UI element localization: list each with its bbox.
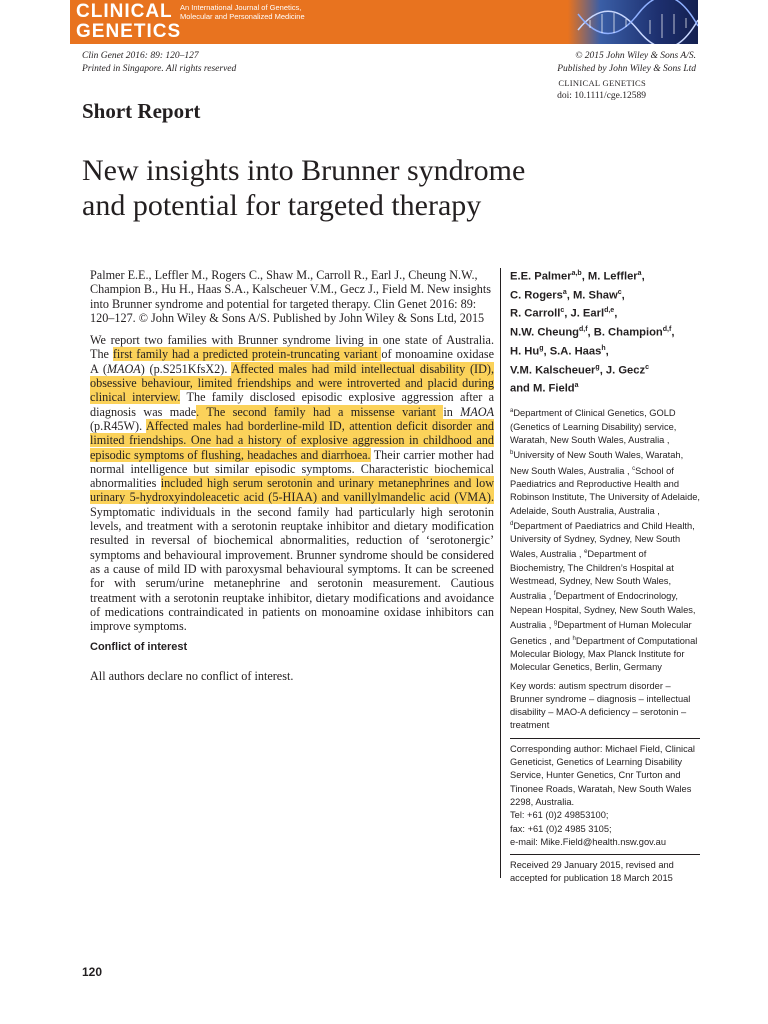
- author-name: V.M. Kalscheuer: [510, 364, 596, 377]
- abstract-text: (p.R45W).: [90, 418, 146, 433]
- author-affiliation-mark: a: [637, 270, 642, 277]
- author-name: H. Hu: [510, 345, 540, 358]
- author-affiliation-mark: c: [645, 363, 649, 371]
- author-separator: ,: [614, 308, 618, 321]
- author-name: M. Leffler: [587, 270, 638, 283]
- received-dates: Received 29 January 2015, revised and accepted for publication 18 March 2015: [510, 860, 674, 884]
- author-separator: ,: [543, 345, 550, 358]
- correspondence-fax: fax: +61 (0)2 4985 3105;: [510, 823, 612, 834]
- correspondence-email[interactable]: e-mail: Mike.Field@health.nsw.gov.au: [510, 836, 667, 847]
- abstract-highlight: . The second family had a missense variant: [196, 404, 444, 419]
- affiliation-mark: d: [510, 520, 514, 527]
- author-affiliation-mark: a: [562, 288, 567, 296]
- author-separator: ,: [599, 364, 606, 377]
- article-title: [82, 153, 642, 223]
- journal-tagline: An International Journal of Genetics, Molecular and Personalized Medicine: [180, 3, 305, 21]
- affiliation-text: Department of Human Molecular Genetics , and: [510, 620, 692, 646]
- author-name: C. Rogers: [510, 289, 563, 302]
- author-affiliation-mark: d,e: [604, 307, 615, 315]
- author-name: N.W. Cheung: [510, 326, 579, 339]
- affiliation-text: Department of Endocrinology, Nepean Hospital, Sydney, New South Wales, Australia ,: [510, 591, 696, 631]
- affiliation-mark: c: [632, 465, 636, 472]
- affiliation-text: Department of Clinical Genetics, GOLD (Genetics of Learning Disability) service, Waratah, New South Wales, Australia ,: [510, 408, 677, 445]
- title-line-2: and potential for targeted therapy: [82, 189, 482, 222]
- journal-volume: Clin Genet 2016: 89: 120–127: [82, 51, 199, 61]
- abstract-text: of monoamine oxidase A (: [90, 347, 495, 376]
- correspondence-lead: Corresponding author: Michael Field, Clinical Geneticist, Genetics of Learning Disability Service, Hunter Genetics, Cnr Turton and Tinonee Roads, Waratah, New South Wales 2298, Australia.: [510, 743, 695, 807]
- author-separator: ,: [566, 289, 573, 302]
- abstract-text: ) (p.S251KfsX2).: [140, 361, 232, 376]
- separator-rule: [510, 738, 700, 739]
- column-divider: [500, 268, 501, 878]
- author-name: S.A. Haas: [549, 345, 602, 358]
- author-separator: ,: [564, 308, 571, 321]
- author-affiliation-mark: g: [539, 344, 544, 352]
- author-affiliation-mark: a: [574, 382, 579, 390]
- author-name: B. Champion: [593, 326, 663, 339]
- print-notice: Printed in Singapore. All rights reserved: [82, 64, 237, 74]
- side-column: [510, 266, 700, 891]
- affiliation-mark: b: [510, 450, 514, 457]
- abstract-text: We report two families with Brunner syndrome living in one state of Australia. The: [90, 333, 494, 362]
- affiliation-mark: e: [584, 549, 588, 556]
- author-separator: ,: [671, 326, 675, 339]
- conflict-text: All authors declare no conflict of interest.: [90, 668, 294, 683]
- author-name: J. Earl: [570, 308, 605, 321]
- author-affiliation-mark: d,f: [662, 326, 672, 334]
- author-separator: ,: [587, 326, 594, 339]
- abstract-text: The family disclosed episodic explosive aggression after a diagnosis was made: [90, 390, 494, 419]
- citation-meta: [82, 50, 236, 76]
- author-separator: ,: [641, 270, 645, 283]
- author-separator: ,: [605, 345, 609, 358]
- article-type: Short Report: [82, 99, 201, 123]
- citation-paragraph: Palmer E.E., Leffler M., Rogers C., Shaw M., Carroll R., Earl J., Cheung N.W., Champion B., Hu H., Haas S.A., Kalscheuer V.M., Gecz J., Field M. New insights into Brunner syndrome and potential for targeted therapy. Clin Genet 2016: 89: 120–127. © John Wiley & Sons A/S. Published by John Wiley & Sons Ltd, 2015: [90, 268, 492, 325]
- author-name: R. Carroll: [510, 308, 561, 321]
- publisher-meta: [557, 50, 696, 103]
- journal-logo-line1: CLINICAL: [76, 1, 173, 22]
- author-separator: ,: [621, 289, 625, 302]
- doi: doi: 10.1111/cge.12589: [557, 91, 646, 101]
- gene-name: MAOA: [106, 361, 141, 376]
- affiliation-text: School of Paediatrics and Reproductive Health and Robinson Institute, The University of Adelaide, Adelaide, South Australia, Australia ,: [510, 465, 701, 516]
- abstract-highlight: included high serum serotonin and urinary metanephrines and low urinary 5-hydroxyindoleacetic acid (5-HIAA) and vanillylmandelic acid (VMA).: [90, 476, 494, 505]
- abstract-text: in: [443, 404, 461, 419]
- gene-name: MAOA: [460, 404, 495, 419]
- author-affiliation-mark: h: [601, 344, 606, 352]
- affiliation-text: Department of Biochemistry, The Children’s Hospital at Westmead, Sydney, New South Wales, Australia ,: [510, 549, 674, 602]
- affiliation-mark: a: [510, 408, 514, 415]
- abstract: [90, 333, 494, 633]
- title-line-1: New insights into Brunner syndrome: [82, 154, 526, 187]
- correspondence: [510, 743, 700, 849]
- author-name: J. Gecz: [605, 364, 646, 377]
- affiliation-mark: g: [553, 620, 558, 627]
- conflict-heading: Conflict of interest: [90, 641, 188, 654]
- abstract-text: Symptomatic individuals in the second family had particularly high serotonin levels, and treatment with a serotonin reuptake inhibitor and dietary modification resulted in reversal of biochemical abnormalities, reduction of ‘serotonergic’ symptoms and behavioural improvement. Brunner syndrome should be considered as a cause of mild ID with paroxysmal behavioural symptoms. It can be screened for with serum/urine metanephrine and serotonin measurement. Cautious treatment with a serotonin reuptake inhibitor, dietary modifications and avoidance of medications contraindicated in patients on monoamine oxidase inhibitors can improve symptoms.: [90, 504, 494, 634]
- author-affiliation-mark: c: [560, 307, 565, 315]
- separator-rule: [510, 854, 700, 855]
- page-number: 120: [82, 965, 103, 979]
- journal-banner: [70, 0, 698, 44]
- abstract-highlight: Affected males had borderline-mild ID, attention deficit disorder and limited friendships. One had a history of explosive aggression in childhood and episodic symptoms of flushing, headaches and diarrhoea.: [90, 418, 495, 462]
- correspondence-tel: Tel: +61 (0)2 49853100;: [510, 810, 609, 821]
- copyright: © 2015 John Wiley & Sons A/S.: [575, 51, 696, 61]
- author-name: and M. Field: [510, 383, 575, 396]
- affiliation-text: Department of Computational Molecular Biology, Max Planck Institute for Molecular Genetics, Berlin, Germany: [510, 635, 698, 673]
- affiliation-text: Department of Paediatrics and Child Health, University of Sydney, Sydney, New South Wales, Australia ,: [510, 520, 695, 560]
- abstract-highlight: Affected males had mild intellectual disability (ID), obsessive behaviour, limited friendships and were introverted and placid during clinical interview.: [90, 361, 494, 405]
- author-separator: ,: [581, 270, 588, 283]
- publisher: Published by John Wiley & Sons Ltd: [557, 64, 696, 74]
- journal-logo-line2: GENETICS: [76, 21, 182, 42]
- author-affiliation-mark: g: [595, 363, 600, 371]
- affiliation-mark: f: [553, 591, 556, 598]
- affiliations: [510, 405, 700, 674]
- author-affiliation-mark: d,f: [578, 326, 588, 334]
- author-name: E.E. Palmer: [510, 270, 572, 283]
- author-affiliation-mark: a,b: [571, 270, 582, 277]
- author-name: M. Shaw: [572, 289, 618, 302]
- keywords: Key words: autism spectrum disorder – Brunner syndrome – diagnosis – intellectual disability – MAO-A deficiency – serotonin – treatment: [510, 680, 691, 731]
- author-list: [510, 266, 700, 397]
- main-column: [90, 268, 494, 683]
- affiliation-mark: h: [572, 635, 576, 642]
- abstract-text: Their carrier mother had normal intelligence but similar episodic symptoms. Characteristic biochemical abnormalities: [90, 447, 494, 491]
- abstract-highlight: first family had a predicted protein-truncating variant: [112, 347, 382, 362]
- affiliation-text: University of New South Wales, Waratah, New South Wales, Australia ,: [510, 450, 684, 476]
- journal-name: CLINICAL GENETICS: [558, 78, 646, 88]
- author-affiliation-mark: c: [617, 288, 622, 296]
- dna-helix-image: [568, 0, 698, 44]
